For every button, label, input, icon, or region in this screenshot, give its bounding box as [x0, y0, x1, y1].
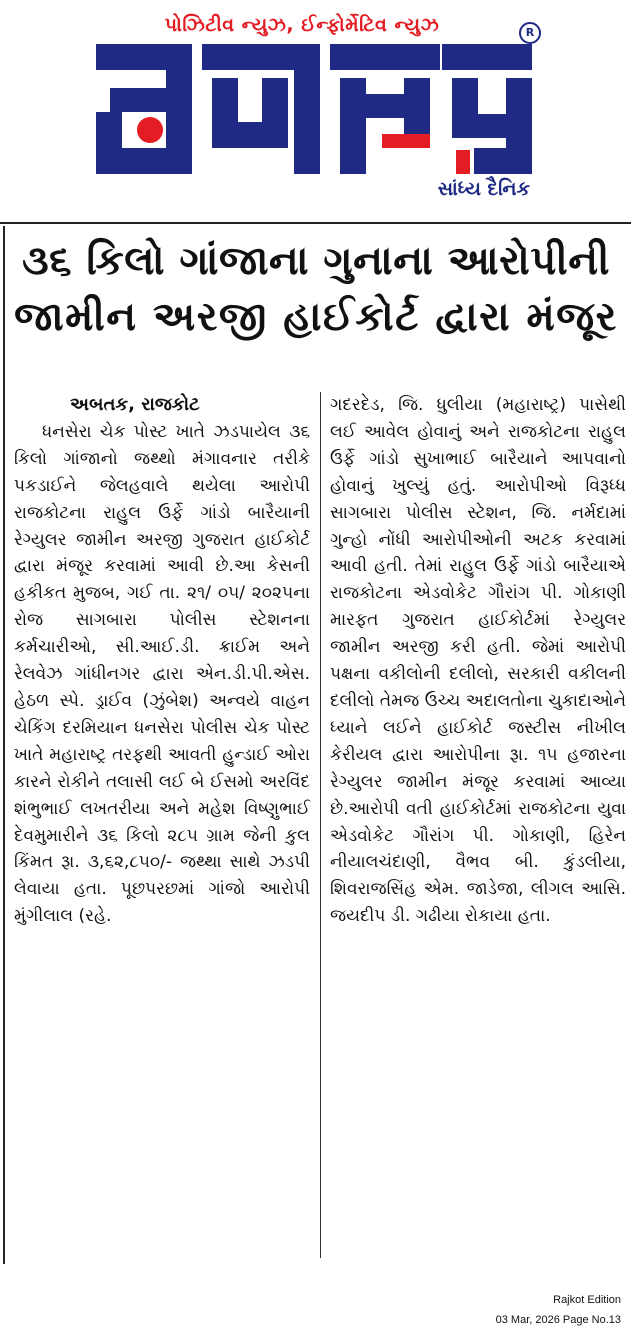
page-footer — [496, 1290, 621, 1330]
headline-line-2: જામીન અરજી હાઈકોર્ટ દ્વારા મંજૂર — [14, 294, 618, 340]
article-column-2 — [330, 392, 626, 930]
registered-trademark-icon: R — [519, 22, 541, 44]
edition-label: Rajkot Edition — [553, 1294, 621, 1306]
masthead-subtitle: સાંધ્ય દૈનિક — [437, 178, 530, 200]
masthead-tagline: પોઝિટીવ ન્યુઝ, ઈન્ફોર્મેટિવ ન્યુઝ — [164, 14, 440, 36]
article-column-1 — [14, 392, 310, 930]
headline-line-1: ૩૬ કિલો ગાંજાના ગુનાના આરોપીની — [22, 238, 610, 284]
article-left-border — [3, 226, 5, 1264]
article-paragraph-1: ધનસેરા ચેક પોસ્ટ ખાતે ઝડપાયેલ ૩૬ કિલો ગાંજાનો જથ્થો મંગાવનાર તરીકે પકડાઈને જેલહવાલે થયેલા આરોપી રાજકોટના રાહુલ ઉર્ફે ગાંડો બારૈયાની રેગ્યુલર જામીન અરજી ગુજરાત હાઈકોર્ટ દ્વારા મંજૂર કરવામાં આવી છે.આ કેસની હકીકત મુજબ, ગઈ તા. ૨૧/ ૦૫/ ૨૦૨૫ના રોજ સાગબારા પોલીસ સ્ટેશનના કર્મચારીઓ, સી.આઈ.ડી. ક્રાઈમ અને રેલવેઝ ગાંધીનગર દ્વારા એન.ડી.પી.એસ. હેઠળ સ્પે. ડ્રાઈવ (ઝુંબેશ) અન્વયે વાહન ચેકિંગ દરમિયાન ધનસેરા પોલીસ ચેક પોસ્ટ ખાતે મહારાષ્ટ્ર તરફથી આવતી હુન્ડાઈ ઓરા કારને રોકીને તલાસી લઈ બે ઈસમો અરવિંદ શંભુભાઈ લખતરીયા અને મહેશ વિષ્ણુભાઈ દેવમુમારીને ૩૬ કિલો ૨૮૫ ગ્રામ જેની કુલ કિંમત રૂા. ૩,૬૨,૮૫૦/- જથ્થા સાથે ઝડપી લેવાયા હતા. પૂછપરછમાં ગાંજો આરોપી મુંગીલાલ (રહે. — [14, 421, 310, 927]
article-byline: અબતક, રાજકોટ — [70, 394, 200, 415]
article-paragraph-2: ગદરદેડ, જિ. ધુલીયા (મહારાષ્ટ્ર) પાસેથી લઈ આવેલ હોવાનું અને રાજકોટના રાહુલ ઉર્ફે ગાંડો સુખાભાઈ બારૈયાને આપવાનો હોવાનું ખુલ્યું હતું. આરોપીઓ વિરૂધ્ધ સાગબારા પોલીસ સ્ટેશન, જિ. નર્મદામાં ગુન્હો નોંધી આરોપીઓની અટક કરવામાં આવી હતી. તેમાં રાહુલ ઉર્ફે ગાંડો બારૈયાએ રાજકોટના એડવોકેટ ગૌરાંગ પી. ગોકાણી મારફત ગુજરાત હાઈકોર્ટમાં રેગ્યુલર જામીન અરજી કરી હતી. જેમાં આરોપી પક્ષના વકીલોની દલીલો, સરકારી વકીલની દલીલો તેમજ ઉચ્ચ અદાલતોના ચુકાદાઓને ધ્યાને લઈને હાઈકોર્ટ જસ્ટીસ નીખીલ કેરીયલ દ્વારા આરોપીના રૂા. ૧૫ હજારના રેગ્યુલર જામીન મંજૂર કરવામાં આવ્યા છે.આરોપી વતી હાઈકોર્ટમાં રાજકોટના યુવા એડવોકેટ ગૌરાંગ પી. ગોકાણી, હિરેન નીયાલચંદાણી, વૈભવ બી. કુંડલીયા, શિવરાજસિંહ એમ. જાડેજા, લીગલ આસિ. જયદીપ ડી. ગઢીયા રોકાયા હતા. — [330, 395, 626, 927]
masthead-divider — [0, 222, 631, 224]
article-headline — [8, 236, 624, 342]
article-body — [14, 392, 626, 1262]
column-divider — [320, 392, 321, 1258]
newspaper-logo — [90, 38, 538, 180]
date-page-label: 03 Mar, 2026 Page No.13 — [495, 1314, 621, 1326]
masthead — [0, 0, 631, 222]
